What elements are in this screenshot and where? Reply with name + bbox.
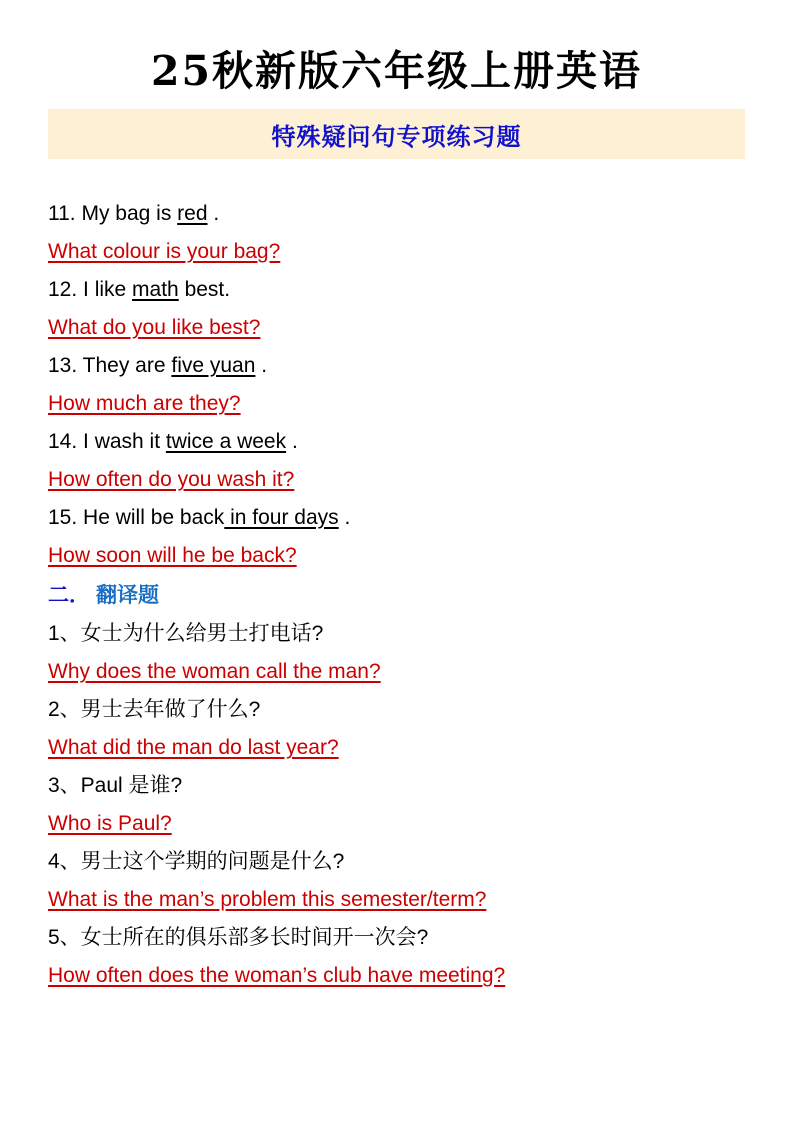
translation-question: 2、男士去年做了什么?: [48, 698, 261, 722]
exercise-answer: What colour is your bag?: [48, 240, 281, 264]
question-suffix: .: [338, 506, 351, 530]
translation-question: 1、女士为什么给男士打电话?: [48, 622, 324, 646]
question-prefix: 14. I wash it: [48, 430, 166, 454]
translation-question: 4、男士这个学期的问题是什么?: [48, 850, 345, 874]
translation-answer: What is the man’s problem this semester/term?: [48, 888, 487, 912]
exercise-question: [48, 271, 745, 309]
exercise-answer: What do you like best?: [48, 316, 261, 340]
question-prefix: 12. I like: [48, 278, 133, 302]
exercise-question: [48, 347, 745, 385]
question-suffix: .: [286, 430, 298, 454]
question-suffix: .: [255, 354, 268, 378]
question-blank: in four days: [224, 506, 339, 530]
translation-answer: Why does the woman call the man?: [48, 660, 381, 684]
translation-answer: What did the man do last year?: [48, 736, 339, 760]
question-prefix: 11. My bag is: [48, 202, 178, 226]
exercise-question: [48, 499, 745, 537]
exercise-question: [48, 423, 745, 461]
exercise-question: [48, 195, 745, 233]
document-body: [48, 195, 745, 995]
translation-question: 5、女士所在的俱乐部多长时间开一次会?: [48, 926, 429, 950]
section-number: 二．: [48, 583, 90, 608]
subtitle-banner: [48, 109, 745, 159]
question-prefix: 15. He will be back: [48, 506, 225, 530]
question-prefix: 13. They are: [48, 354, 172, 378]
subtitle-text: 特殊疑问句专项练习题: [271, 121, 522, 151]
translation-answer: How often does the woman’s club have meeting?: [48, 964, 506, 988]
exercise-answer: How often do you wash it?: [48, 468, 295, 492]
question-suffix: best.: [178, 278, 231, 302]
exercise-answer: How much are they?: [48, 392, 241, 416]
page-title: 25秋新版六年级上册英语: [150, 47, 643, 95]
question-blank: twice a week: [165, 430, 287, 454]
question-suffix: .: [207, 202, 220, 226]
translation-answer: Who is Paul?: [48, 812, 172, 836]
exercise-answer: How soon will he be back?: [48, 544, 297, 568]
translation-question: 3、Paul 是谁?: [48, 774, 183, 798]
question-blank: five yuan: [171, 354, 256, 378]
question-blank: red: [177, 202, 208, 226]
question-blank: math: [132, 278, 179, 302]
section-label: 翻译题: [96, 583, 159, 608]
section-heading: [48, 575, 745, 615]
